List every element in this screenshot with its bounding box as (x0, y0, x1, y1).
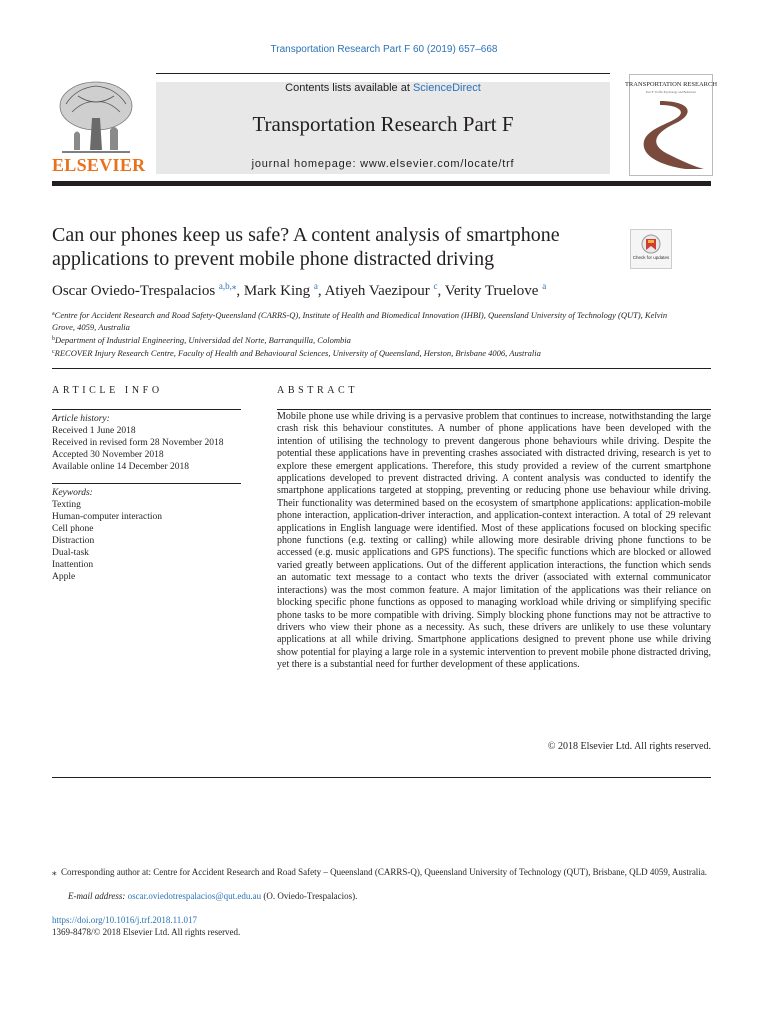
author-name[interactable]: Oscar Oviedo-Trespalacios (52, 283, 216, 299)
crossmark-icon (631, 230, 671, 268)
corresponding-mark: ⁎ (52, 867, 57, 877)
history-item: Available online 14 December 2018 (52, 462, 189, 472)
email-owner: (O. Oviedo-Trespalacios). (263, 891, 358, 901)
author-affiliation-mark[interactable]: a (542, 281, 547, 291)
elsevier-wordmark: ELSEVIER (52, 155, 146, 175)
affiliation-mark: c (52, 349, 55, 355)
check-for-updates-button[interactable] (630, 229, 672, 269)
header-thick-rule (52, 181, 711, 186)
issn-copyright: 1369-8478/© 2018 Elsevier Ltd. All rights reserved. (52, 927, 241, 937)
affiliation-item (52, 333, 692, 346)
corresponding-author-note (52, 866, 712, 878)
journal-homepage[interactable]: journal homepage: www.elsevier.com/locate/trf (251, 158, 515, 170)
doi-link[interactable]: https://doi.org/10.1016/j.trf.2018.11.017 (52, 915, 198, 925)
journal-cover-image[interactable] (624, 74, 718, 176)
keyword-item: Apple (52, 572, 76, 582)
affiliation-item (52, 308, 692, 333)
email-label: E-mail address: (68, 891, 126, 901)
affiliation-mark: a (52, 311, 55, 317)
journal-title: Transportation Research Part F (252, 112, 514, 136)
info-rule (52, 409, 241, 410)
keyword-item: Cell phone (52, 524, 94, 534)
check-updates-label: Check for updates (632, 255, 670, 260)
cover-subtitle: Part F: Traffic Psychology and Behaviour (645, 90, 697, 94)
author-affiliation-mark[interactable]: a,b,⁎ (218, 281, 237, 291)
section-rule (52, 368, 711, 369)
keyword-item: Distraction (52, 536, 95, 546)
cover-title: TRANSPORTATION RESEARCH (624, 81, 718, 88)
keyword-item: Texting (52, 500, 81, 510)
journal-citation[interactable]: Transportation Research Part F 60 (2019) 657–668 (270, 44, 498, 55)
affiliations (52, 308, 692, 359)
author-list: Oscar Oviedo-Trespalacios $^{a,b,⁎}$, Mark King $^a$, Atiyeh Vaezipour $^c$, Verity Truelove $^a$ (52, 281, 547, 299)
author-affiliation-mark[interactable]: c (433, 281, 438, 291)
affiliation-text: Department of Industrial Engineering, Universidad del Norte, Barranquilla, Colombia (55, 335, 351, 345)
author-name[interactable]: Verity Truelove (444, 283, 539, 299)
article-info-heading: ARTICLE INFO (52, 385, 163, 396)
sciencedirect-link[interactable]: ScienceDirect (412, 82, 481, 94)
keyword-item: Human-computer interaction (52, 512, 163, 522)
header-top-rule (156, 73, 610, 74)
affiliation-item (52, 346, 692, 359)
contents-line (156, 82, 610, 94)
info-rule (52, 483, 241, 484)
elsevier-tree-icon (52, 78, 140, 158)
author-affiliation-mark[interactable]: a (313, 281, 318, 291)
abstract-rule (277, 409, 711, 410)
article-history (52, 413, 247, 473)
abstract-bottom-rule (52, 777, 711, 778)
cover-road-icon (624, 75, 718, 175)
affiliation-text: RECOVER Injury Research Centre, Faculty of Health and Behavioural Sciences, University of Queensland, Herston, Brisbane 4006, Australia (54, 348, 541, 358)
author-name[interactable]: Mark King (243, 283, 311, 299)
affiliation-text: Centre for Accident Research and Road Safety-Queensland (CARRS-Q), Institute of Health and Biomedical Innovation (IHBI), Queensland University of Technology (QUT), Kelvin Grove, 4059, Australia (52, 310, 668, 332)
affiliation-mark: b (52, 336, 55, 342)
keyword-item: Dual-task (52, 548, 89, 558)
abstract-body: Mobile phone use while driving is a pervasive problem that continues to increase, notwithstanding the large crash risk this behaviour constitutes. A number of phone applications have been developed with the intention of utilising the technology to prevent dangerous phone behaviours while driving. Despite the potential these applications have in preventing crashes associated with distracted driving, research is yet to explore these emergent applications. Therefore, this study provided a review of the current smartphone applications developed to prevent distracted driving. A content analysis was conducted to identify the smartphone applications targeted at stopping, preventing or reducing phone use behaviour while driving. Their functionality was determined based on the ecosystem of smartphone applications: application-mobile phone interaction, application-driver interaction, and application-context interaction. A total of 29 relevant applications in English language were identified. Most of these applications focused on blocking specific phone functions (e.g. texting or calling) while allowing more desirable driving phone functions to be accessed (e.g. music applications and GPS functions). The specific functions which are blocked or allowed varied greatly between applications. Out of the different application interactions, the function which sends an automatic text message to a contact who texts the driver (associated with external communicator interactions) was the most common feature. A major limitation of the applications was their reliance on blocking specific phone functions as opposed to managing workload while driving or simplifying specific phone tasks to be more compatible with driving. Simply blocking phone functions may not be attractive to drivers who view their phone as a necessity. As such, these drivers are unlikely to use these voluntary applications at all while driving. Smartphone applications designed to prevent phone use while driving show potential for playing a large role in a systemic intervention to prevent mobile phone distracted driving, yet there is a substantial need for further development of these applications. (277, 411, 711, 671)
history-item: Received in revised form 28 November 2018 (52, 438, 224, 448)
abstract-heading: ABSTRACT (277, 385, 359, 396)
email-line (68, 891, 708, 901)
corresponding-text: Corresponding author at: Centre for Accident Research and Road Safety – Queensland (CARRS-Q), Queensland University of Technology (QUT), Brisbane, QLD 4059, Australia. (61, 867, 708, 877)
history-item: Received 1 June 2018 (52, 426, 136, 436)
keyword-item: Inattention (52, 560, 94, 570)
author-name[interactable]: Atiyeh Vaezipour (324, 283, 430, 299)
abstract-copyright: © 2018 Elsevier Ltd. All rights reserved. (547, 741, 711, 752)
keywords-label: Keywords: (52, 488, 93, 498)
email-link[interactable]: oscar.oviedotrespalacios@qut.edu.au (127, 891, 262, 901)
keywords (52, 487, 247, 583)
history-item: Accepted 30 November 2018 (52, 450, 164, 460)
history-label: Article history: (52, 414, 110, 424)
article-title: Can our phones keep us safe? A content analysis of smartphone applications to prevent mobile phone distracted driving (52, 224, 560, 270)
contents-prefix: Contents lists available at (285, 82, 413, 94)
